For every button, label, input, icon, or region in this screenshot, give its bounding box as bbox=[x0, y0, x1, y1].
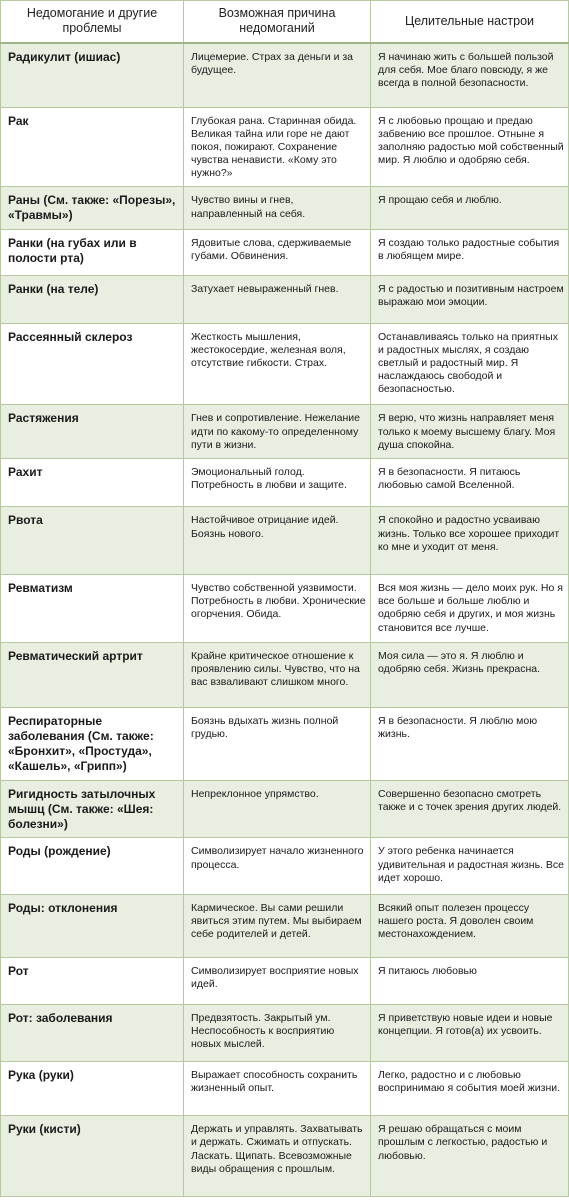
ailment-cell: Ревматизм bbox=[1, 574, 184, 642]
cause-cell: Непреклонное упрямство. bbox=[184, 780, 371, 838]
table-row bbox=[1, 642, 569, 708]
table-row bbox=[1, 895, 569, 958]
ailment-cell: Ревматический артрит bbox=[1, 642, 184, 708]
table-row bbox=[1, 405, 569, 459]
affirmation-cell: Я решаю обращаться с моим прошлым с легкостью, радостью и любовью. bbox=[371, 1116, 569, 1197]
table-row bbox=[1, 1005, 569, 1062]
header-affirmation: Целительные настрои bbox=[371, 1, 569, 43]
header-cause: Возможная причина недомоганий bbox=[184, 1, 371, 43]
table-row bbox=[1, 187, 569, 229]
ailment-cell: Рука (руки) bbox=[1, 1061, 184, 1116]
affirmation-cell: Всякий опыт полезен процессу нашего роста. Я доволен своим местонахождением. bbox=[371, 895, 569, 958]
affirmation-cell: У этого ребенка начинается удивительная и радостная жизнь. Все идет хорошо. bbox=[371, 838, 569, 895]
affirmation-cell: Я начинаю жить с большей пользой для себя. Мое благо повсюду, я же всегда в полной безопасности. bbox=[371, 43, 569, 108]
cause-cell: Крайне критическое отношение к проявлению силы. Чувство, что на вас взваливают слишком много. bbox=[184, 642, 371, 708]
cause-cell: Эмоциональный голод. Потребность в любви и защите. bbox=[184, 458, 371, 506]
affirmation-cell: Я питаюсь любовью bbox=[371, 957, 569, 1004]
cause-cell: Затухает невыраженный гнев. bbox=[184, 276, 371, 323]
ailment-cell: Рвота bbox=[1, 507, 184, 575]
affirmation-cell: Останавливаясь только на приятных и радостных мыслях, я создаю светлый и радостный мир. Я наслаждаюсь свободой и безопасностью. bbox=[371, 323, 569, 405]
cause-cell: Кармическое. Вы сами решили явиться этим путем. Мы выбираем себе родителей и детей. bbox=[184, 895, 371, 958]
table-row bbox=[1, 957, 569, 1004]
cause-cell: Выражает способность сохранить жизненный опыт. bbox=[184, 1061, 371, 1116]
affirmation-cell: Я приветствую новые идеи и новые концепции. Я готов(а) их усвоить. bbox=[371, 1005, 569, 1062]
cause-cell: Гнев и сопротивление. Нежелание идти по какому-то определенному пути в жизни. bbox=[184, 405, 371, 459]
ailment-cell: Ригидность затылочных мышц (См. также: «Шея: болезни») bbox=[1, 780, 184, 838]
affirmation-cell: Я в безопасности. Я люблю мою жизнь. bbox=[371, 708, 569, 781]
cause-cell: Держать и управлять. Захватывать и держать. Сжимать и отпускать. Ласкать. Щипать. Всевозможные виды обращения с прошлым. bbox=[184, 1116, 371, 1197]
cause-cell: Боязнь вдыхать жизнь полной грудью. bbox=[184, 708, 371, 781]
affirmation-cell: Я верю, что жизнь направляет меня только к моему высшему благу. Моя душа спокойна. bbox=[371, 405, 569, 459]
affirmation-cell: Моя сила — это я. Я люблю и одобряю себя. Жизнь прекрасна. bbox=[371, 642, 569, 708]
cause-cell: Глубокая рана. Старинная обида. Великая тайна или горе не дают покоя, пожирают. Сохранение чувства ненависти. «Кому это нужно?» bbox=[184, 107, 371, 187]
ailment-cell: Роды (рождение) bbox=[1, 838, 184, 895]
ailment-cell: Рот: заболевания bbox=[1, 1005, 184, 1062]
affirmation-cell: Я в безопасности. Я питаюсь любовью самой Вселенной. bbox=[371, 458, 569, 506]
ailment-cell: Ранки (на губах или в полости рта) bbox=[1, 229, 184, 275]
table-row bbox=[1, 1061, 569, 1116]
affirmation-cell: Я спокойно и радостно усваиваю жизнь. Только все хорошее приходит ко мне и уходит от меня. bbox=[371, 507, 569, 575]
table-row bbox=[1, 43, 569, 108]
header-ailment: Недомогание и другие проблемы bbox=[1, 1, 184, 43]
affirmation-cell: Я с любовью прощаю и предаю забвению все прошлое. Отныне я заполняю радостью мой собственный мир. Я люблю и одобряю себя. bbox=[371, 107, 569, 187]
table-row bbox=[1, 838, 569, 895]
ailment-cell: Радикулит (ишиас) bbox=[1, 43, 184, 108]
ailment-cell: Растяжения bbox=[1, 405, 184, 459]
table-row bbox=[1, 708, 569, 781]
affirmation-cell: Я с радостью и позитивным настроем выражаю мои эмоции. bbox=[371, 276, 569, 323]
ailment-cell: Руки (кисти) bbox=[1, 1116, 184, 1197]
cause-cell: Символизирует восприятие новых идей. bbox=[184, 957, 371, 1004]
cause-cell: Чувство собственной уязвимости. Потребность в любви. Хронические огорчения. Обида. bbox=[184, 574, 371, 642]
table-row bbox=[1, 229, 569, 275]
ailment-cell: Рот bbox=[1, 957, 184, 1004]
cause-cell: Чувство вины и гнев, направленный на себя. bbox=[184, 187, 371, 229]
ailment-cell: Ранки (на теле) bbox=[1, 276, 184, 323]
ailment-cell: Рахит bbox=[1, 458, 184, 506]
ailment-cell: Раны (См. также: «Порезы», «Травмы») bbox=[1, 187, 184, 229]
table-row bbox=[1, 1116, 569, 1197]
table-row bbox=[1, 780, 569, 838]
affirmation-cell: Совершенно безопасно смотреть также и с точек зрения других людей. bbox=[371, 780, 569, 838]
table-row bbox=[1, 574, 569, 642]
table-row bbox=[1, 458, 569, 506]
table-row bbox=[1, 107, 569, 187]
affirmation-cell: Вся моя жизнь — дело моих рук. Но я все больше и больше люблю и одобряю себя и других, и моя жизнь становится все лучше. bbox=[371, 574, 569, 642]
affirmation-cell: Я создаю только радостные события в любящем мире. bbox=[371, 229, 569, 275]
affirmation-cell: Я прощаю себя и люблю. bbox=[371, 187, 569, 229]
ailment-cell: Респираторные заболевания (См. также: «Бронхит», «Простуда», «Кашель», «Грипп») bbox=[1, 708, 184, 781]
cause-cell: Настойчивое отрицание идей. Боязнь нового. bbox=[184, 507, 371, 575]
cause-cell: Лицемерие. Страх за деньги и за будущее. bbox=[184, 43, 371, 108]
ailment-cell: Рак bbox=[1, 107, 184, 187]
table-row bbox=[1, 323, 569, 405]
ailment-cell: Рассеянный склероз bbox=[1, 323, 184, 405]
cause-cell: Ядовитые слова, сдерживаемые губами. Обвинения. bbox=[184, 229, 371, 275]
cause-cell: Символизирует начало жизненного процесса. bbox=[184, 838, 371, 895]
ailment-cell: Роды: отклонения bbox=[1, 895, 184, 958]
cause-cell: Предвзятость. Закрытый ум. Неспособность к восприятию новых мыслей. bbox=[184, 1005, 371, 1062]
table-header-row bbox=[1, 1, 569, 43]
table-row bbox=[1, 507, 569, 575]
table-row bbox=[1, 276, 569, 323]
affirmation-cell: Легко, радостно и с любовью воспринимаю я события моей жизни. bbox=[371, 1061, 569, 1116]
cause-cell: Жесткость мышления, жестокосердие, железная воля, отсутствие гибкости. Страх. bbox=[184, 323, 371, 405]
